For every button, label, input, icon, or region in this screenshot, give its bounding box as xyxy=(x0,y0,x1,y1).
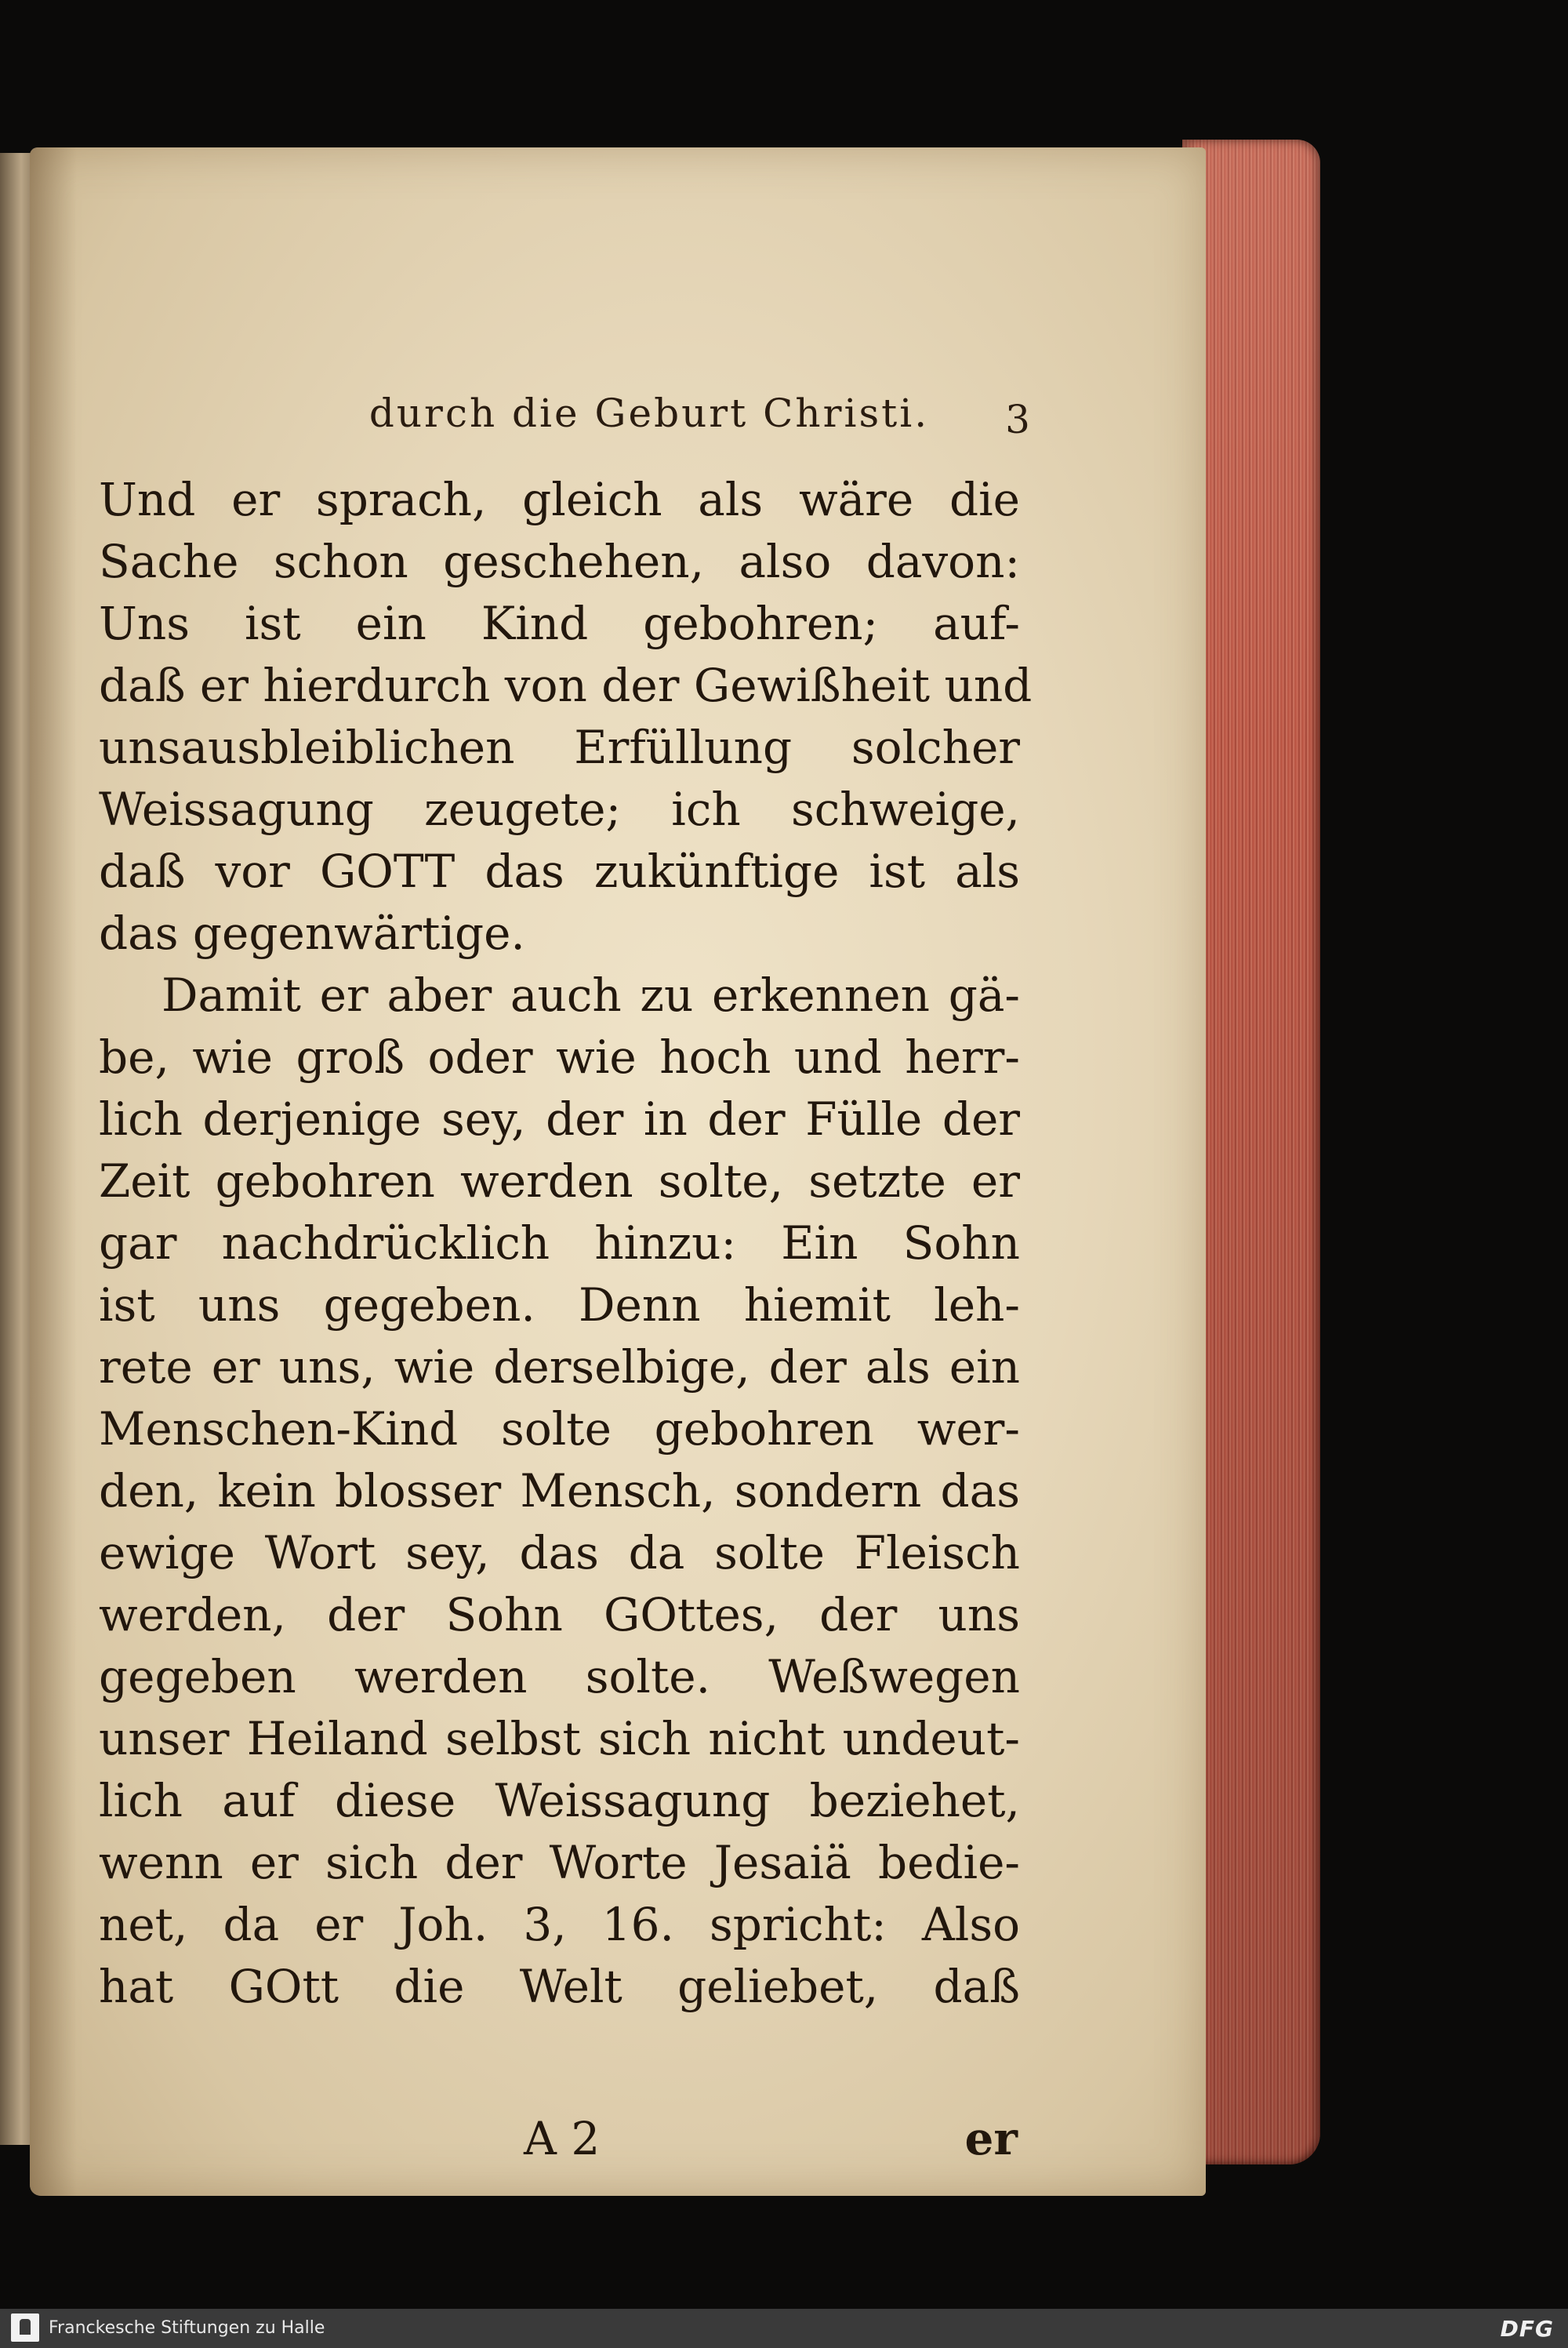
viewer-footer-bar xyxy=(0,2309,1568,2348)
text-line: Uns ist ein Kind gebohren; auf- xyxy=(99,597,1020,650)
text-line: net, da er Joh. 3, 16. spricht: Also xyxy=(99,1898,1020,1951)
text-line: werden, der Sohn GOttes, der uns xyxy=(99,1588,1020,1641)
catchword: er xyxy=(964,2112,1018,2165)
text-line: Menschen-Kind solte gebohren wer- xyxy=(99,1402,1020,1456)
text-line: unser Heiland selbst sich nicht undeut- xyxy=(99,1712,1020,1765)
text-line: das gegenwärtige. xyxy=(99,907,525,960)
text-line: gar nachdrücklich hinzu: Ein Sohn xyxy=(99,1216,1020,1270)
text-line: den, kein blosser Mensch, sondern das xyxy=(99,1464,1020,1517)
text-line: Weissagung zeugete; ich schweige, xyxy=(99,783,1020,836)
text-line: Und er sprach, gleich als wäre die xyxy=(99,473,1020,526)
text-line: gegeben werden solte. Weßwegen xyxy=(99,1650,1020,1703)
text-line: daß er hierdurch von der Gewißheit und xyxy=(99,659,1033,712)
running-head: durch die Geburt Christi. xyxy=(368,391,930,436)
text-line: Zeit gebohren werden solte, setzte er xyxy=(99,1154,1020,1208)
text-line: Damit er aber auch zu erkennen gä- xyxy=(162,969,1020,1022)
text-line: lich derjenige sey, der in der Fülle der xyxy=(99,1092,1020,1146)
body-text xyxy=(99,469,1033,2018)
text-line: ewige Wort sey, das da solte Fleisch xyxy=(99,1526,1020,1579)
institution-logo-icon xyxy=(11,2313,39,2342)
institution-name: Franckesche Stiftungen zu Halle xyxy=(49,2318,325,2338)
page-number: 3 xyxy=(1005,397,1030,442)
text-line: Sache schon geschehen, also davon: xyxy=(99,535,1020,588)
text-line: be, wie groß oder wie hoch und herr- xyxy=(99,1030,1020,1084)
text-line: wenn er sich der Worte Jesaiä bedie- xyxy=(99,1836,1020,1889)
dfg-logo: DFG xyxy=(1500,2316,1554,2342)
text-line: daß vor GOTT das zukünftige ist als xyxy=(99,845,1020,898)
text-line: lich auf diese Weissagung beziehet, xyxy=(99,1774,1020,1827)
signature-mark: A 2 xyxy=(524,2112,601,2165)
text-line: rete er uns, wie derselbige, der als ein xyxy=(99,1340,1020,1394)
book-page xyxy=(30,147,1206,2196)
text-line: hat GOtt die Welt geliebet, daß xyxy=(99,1960,1020,2013)
text-line: ist uns gegeben. Denn hiemit leh- xyxy=(99,1278,1020,1332)
text-line: unsausbleiblichen Erfüllung solcher xyxy=(99,721,1020,774)
